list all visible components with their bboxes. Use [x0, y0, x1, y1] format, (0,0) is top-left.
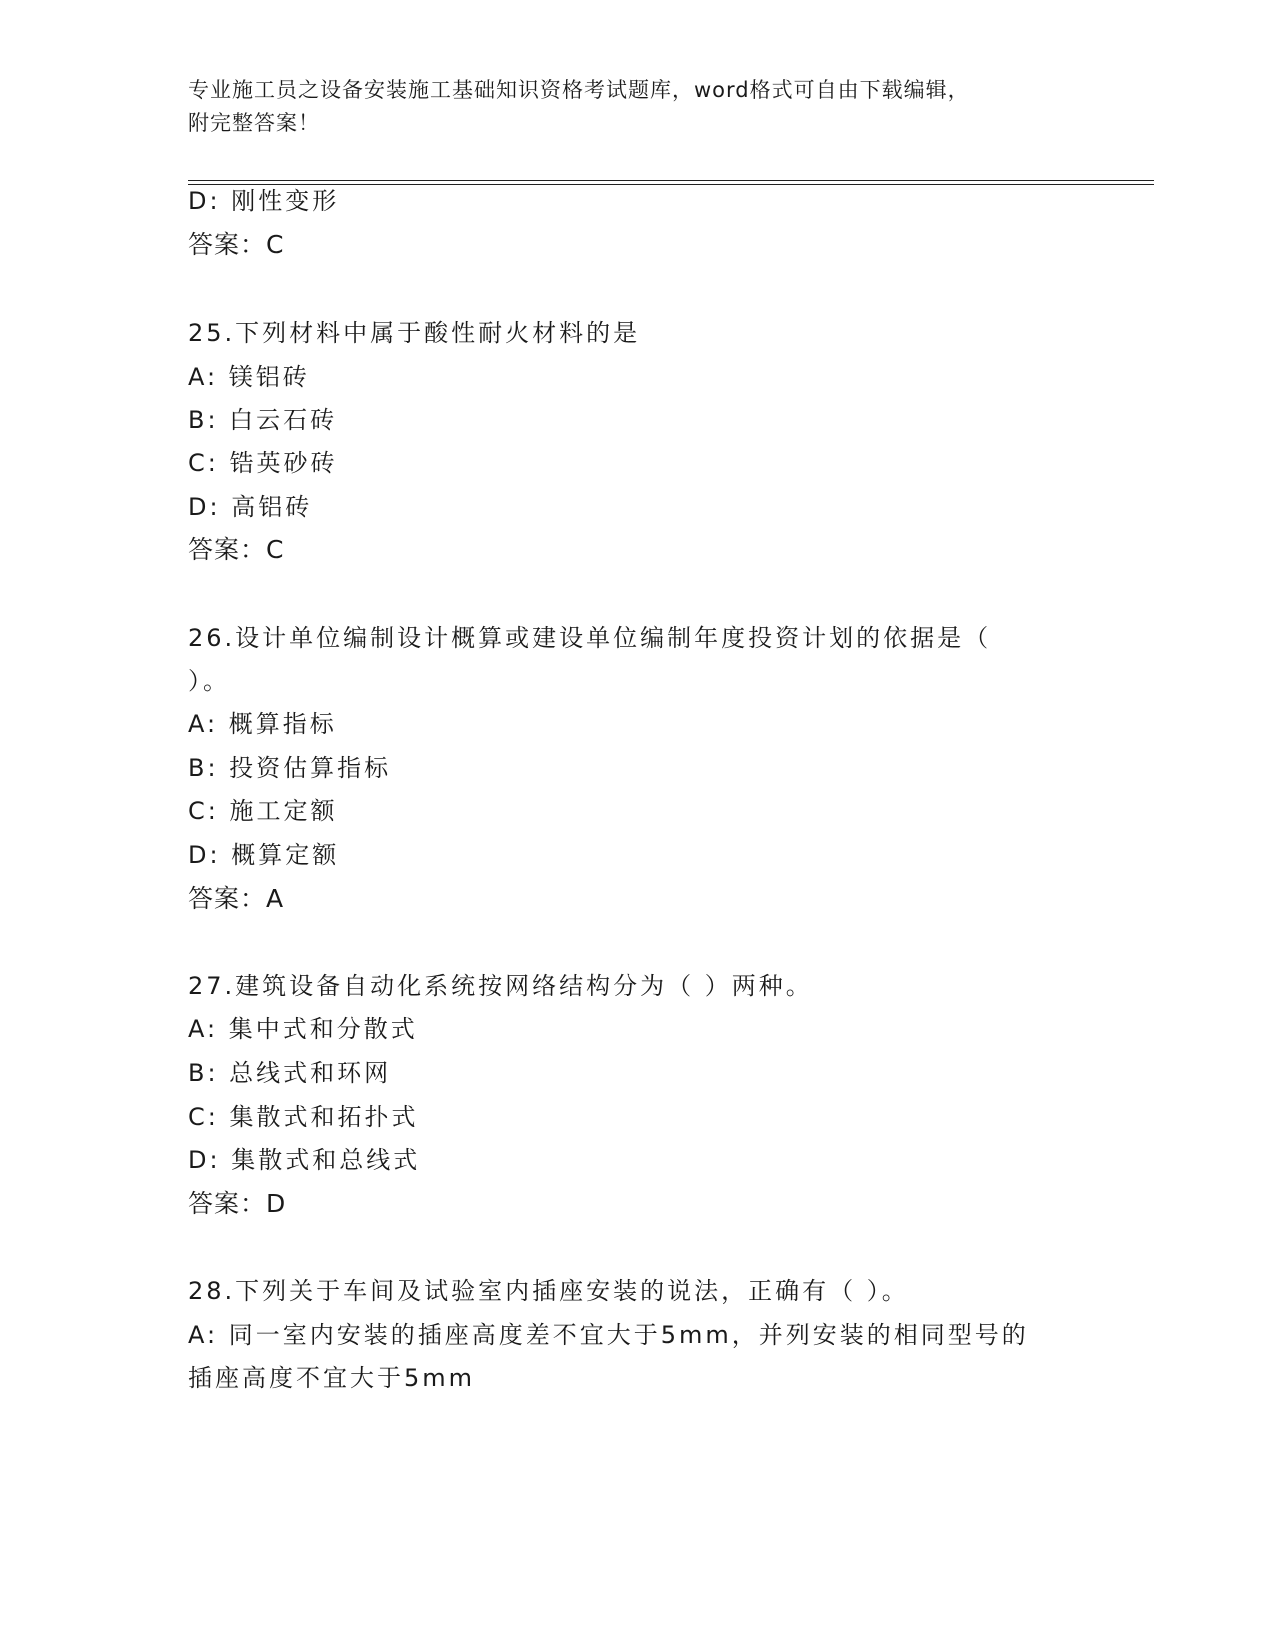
q27-option-b: B: 总线式和环网 — [188, 1059, 392, 1087]
q27-answer: 答案：D — [188, 1189, 287, 1218]
header-divider-top — [188, 180, 1154, 181]
header-line-1: 专业施工员之设备安装施工基础知识资格考试题库，word格式可自由下载编辑， — [188, 78, 970, 102]
document-header — [188, 74, 1068, 140]
q25-option-c: C: 锆英砂砖 — [188, 449, 338, 477]
q26-question-line-1: 26.设计单位编制设计概算或建设单位编制年度投资计划的依据是（ — [188, 624, 992, 652]
q26-question-line-2: ）。 — [188, 667, 230, 695]
q25-option-d: D: 高铝砖 — [188, 493, 313, 521]
q28-option-a-line-1: A: 同一室内安装的插座高度差不宜大于5mm，并列安装的相同型号的 — [188, 1321, 1029, 1349]
q28-question: 28.下列关于车间及试验室内插座安装的说法，正确有（ ）。 — [188, 1277, 909, 1305]
q27-option-d: D: 集散式和总线式 — [188, 1146, 421, 1174]
q27-question: 27.建筑设备自动化系统按网络结构分为（ ）两种。 — [188, 972, 813, 1000]
q26-option-d: D: 概算定额 — [188, 841, 340, 869]
q26-option-a: A: 概算指标 — [188, 710, 337, 738]
q28-option-a-line-2: 插座高度不宜大于5mm — [188, 1364, 476, 1392]
q26-answer: 答案：A — [188, 884, 285, 913]
q27-option-a: A: 集中式和分散式 — [188, 1015, 418, 1043]
q26-option-c: C: 施工定额 — [188, 797, 338, 825]
q26-option-b: B: 投资估算指标 — [188, 754, 392, 782]
prev-answer: 答案：C — [188, 230, 285, 259]
header-line-2: 附完整答案！ — [188, 111, 320, 135]
q25-question: 25.下列材料中属于酸性耐火材料的是 — [188, 319, 641, 347]
prev-option-d: D: 刚性变形 — [188, 187, 340, 215]
q25-option-b: B: 白云石砖 — [188, 406, 338, 434]
header-divider-bottom — [188, 184, 1154, 185]
q27-option-c: C: 集散式和拓扑式 — [188, 1103, 419, 1131]
q25-answer: 答案：C — [188, 535, 285, 564]
q25-option-a: A: 镁铝砖 — [188, 363, 310, 391]
